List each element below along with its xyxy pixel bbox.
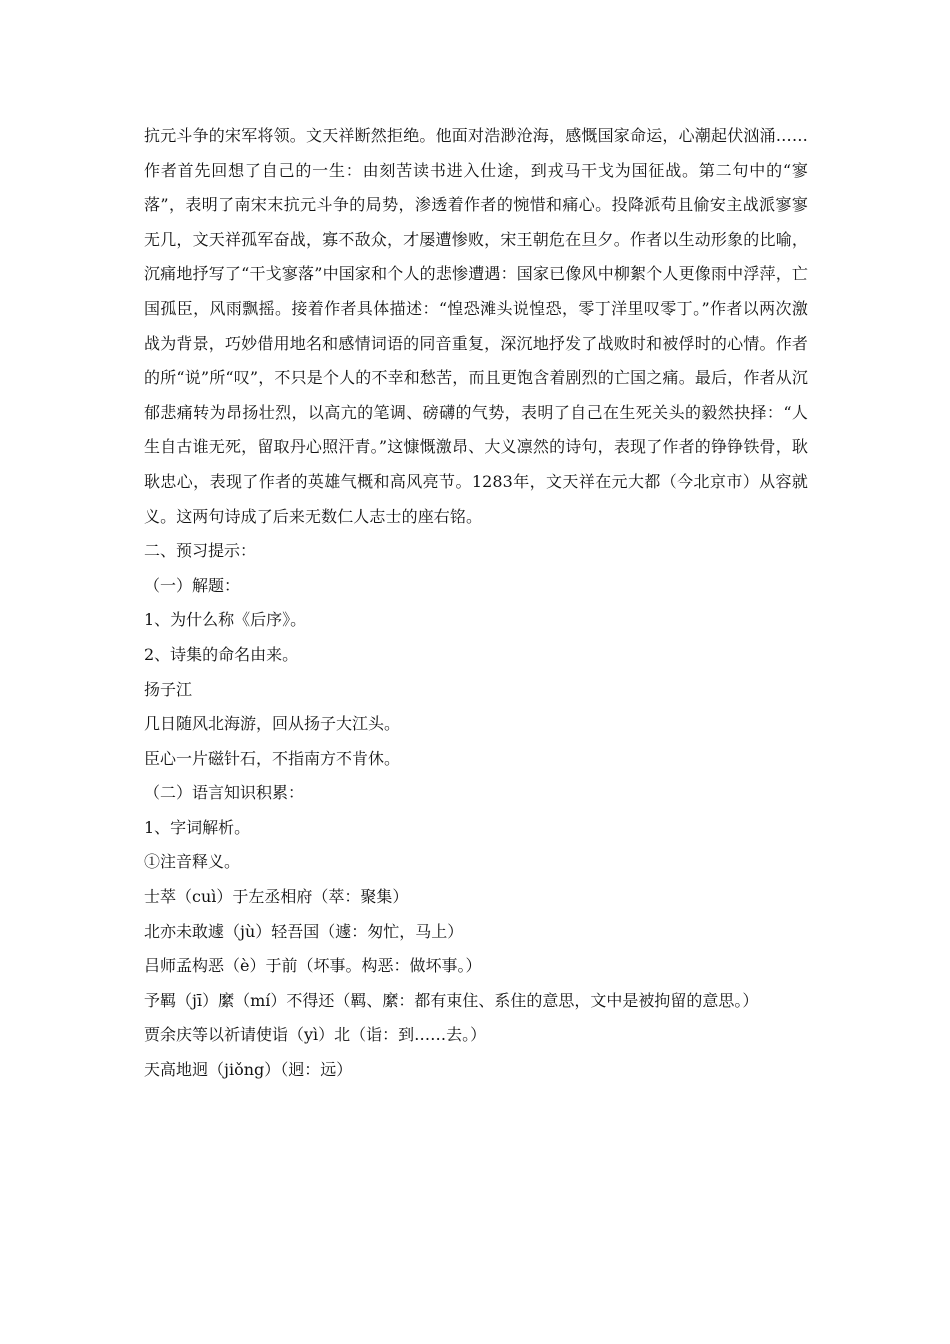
vocab-entry: 士萃（cuì）于左丞相府（萃：聚集） [144, 887, 409, 907]
section-heading-preview-tips: 二、预习提示： [144, 541, 257, 561]
vocab-entry: 予羁（jī）縻（mí）不得还（羁、縻：都有束住、系住的意思，文中是被拘留的意思。） [144, 990, 759, 1010]
poem-line: 几日随风北海游，回从扬子大江头。 [144, 714, 401, 734]
poem-line: 臣心一片磁针石，不指南方不肯休。 [144, 748, 401, 768]
list-item: 1、为什么称《后序》。 [144, 610, 307, 630]
vocab-entry: 贾余庆等以祈请使诣（yì）北（诣：到……去。） [144, 1025, 487, 1045]
vocab-entry: 吕师孟构恶（è）于前（坏事。构恶：做坏事。） [144, 956, 482, 976]
subheading-language-knowledge: （二）语言知识积累： [144, 783, 305, 803]
poem-title: 扬子江 [144, 679, 193, 699]
subheading-title-explanation: （一）解题： [144, 575, 241, 595]
list-item: 2、诗集的命名由来。 [144, 644, 299, 664]
analysis-paragraph: 抗元斗争的宋军将领。文天祥断然拒绝。他面对浩渺沧海，感慨国家命运，心潮起伏汹涌……作者首先回想了自己的一生：由刻苦读书进入仕途，到戎马干戈为国征战。第二句中的“寥落”，表明了南宋末抗元斗争的局势，渗透着作者的惋惜和痛心。投降派苟且偷安主战派寥寥无几，文天祥孤军奋战，寡不敌众，才屡遭惨败，宋王朝危在旦夕。作者以生动形象的比喻，沉痛地抒写了“干戈寥落”中国家和个人的悲惨遭遇：国家已像风中柳絮个人更像雨中浮萍，亡国孤臣，风雨飘摇。接着作者具体描述：“惶恐滩头说惶恐，零丁洋里叹零丁。”作者以两次激战为背景，巧妙借用地名和感情词语的同音重复，深沉地抒发了战败时和被俘时的心情。作者的所“说”所“叹”，不只是个人的不幸和愁苦，而且更饱含着剧烈的亡国之痛。最后，作者从沉郁悲痛转为昂扬壮烈，以高亢的笔调、磅礴的气势，表明了自己在生死关头的毅然抉择：“人生自古谁无死，留取丹心照汗青。”这慷慨激昂、大义凛然的诗句，表现了作者的铮铮铁骨，耿耿忠心，表现了作者的英雄气概和高风亮节。1283年，文天祥在元大都（今北京市）从容就义。这两句诗成了后来无数仁人志士的座右铭。 [144, 126, 808, 526]
list-item: 1、字词解析。 [144, 817, 251, 837]
document-page [144, 119, 808, 1088]
vocab-entry: 天高地迥（jiǒng）（迥：远） [144, 1060, 353, 1080]
vocab-entry: 北亦未敢遽（jù）轻吾国（遽：匆忙，马上） [144, 921, 464, 941]
list-item: ①注音释义。 [144, 852, 241, 872]
